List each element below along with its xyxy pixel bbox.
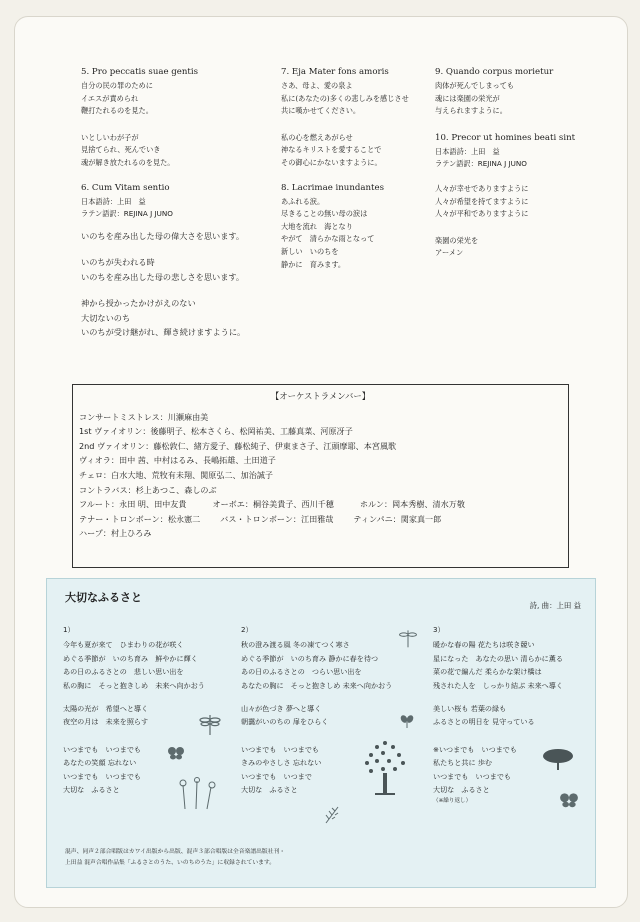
lyric-line: めぐる季節が いのち育み 鮮やかに輝く — [63, 653, 198, 663]
verse-block — [433, 638, 563, 692]
lyric-line: いつまでも いつまでも — [241, 744, 320, 754]
text-line: 人々が希望を持てますように — [435, 196, 529, 206]
lyric-line: 大切な ふるさと — [241, 785, 298, 795]
section-10-para-1 — [435, 183, 575, 221]
section-7-para-1 — [281, 80, 409, 118]
lyric-line: 大切な ふるさと — [63, 785, 120, 795]
lyric-line: 秋の澄み渡る風 冬の凍てつく寒さ — [241, 640, 350, 650]
harp-members: ハープ：村上ひろみ — [79, 528, 152, 539]
section-5-para-1 — [81, 80, 245, 118]
verse-block — [241, 638, 392, 692]
tree-icon — [359, 735, 411, 801]
text-line: いのちを産み出した母の偉大さを思います。 — [81, 230, 245, 241]
text-line: いのちを産み出した母の悲しさを思います。 — [81, 271, 245, 282]
verse-number: 1） — [63, 625, 75, 634]
text-line: 大切ないのち — [81, 312, 131, 323]
orchestra-list — [73, 410, 568, 541]
orchestra-line: コントラバス：杉上あつこ、森しのぶ — [79, 484, 217, 495]
text-line: 私に(あなたの)多くの悲しみを感じさせ — [281, 93, 409, 103]
orchestra-line-brass — [79, 512, 568, 527]
verse-number: 3） — [433, 625, 445, 634]
song-title: 大切なふるさと — [65, 591, 142, 604]
lyric-line: いつまでも いつまでも — [63, 771, 142, 781]
section-8-title: 8. Lacrimae inundantes — [281, 182, 384, 193]
lyric-line: 残された人を しっかり結ぶ 未来へ導く — [433, 680, 563, 690]
lyric-line: 菜の花で編んだ 柔らかな架け橋は — [433, 667, 542, 677]
lyric-line: きみのやさしさ 忘れない — [241, 758, 322, 768]
lyric-line: あの日のふるさとの つらい思い出を — [241, 667, 362, 677]
orchestra-members-box — [72, 384, 569, 568]
bass-trombone-members: バス・トロンボーン：江田雅哉 — [220, 513, 334, 524]
lyrics-column-2 — [281, 66, 409, 285]
repeat-note: （※繰り返し） — [433, 798, 472, 805]
section-8-para-1 — [281, 196, 409, 272]
lyric-line: 私の胸に そっと抱きしめ 未来へ向かおう — [63, 680, 205, 690]
text-line: さあ、母よ、愛の泉よ — [281, 81, 353, 90]
section-10-title: 10. Precor ut homines beati sint — [435, 132, 576, 143]
section-10-para-2 — [435, 235, 575, 260]
verse-number: 2） — [241, 625, 253, 634]
section-7-para-2 — [281, 132, 409, 170]
text-line: 魂が解き放たれるのを見た。 — [81, 157, 175, 167]
horn-members: ホルン：岡本秀樹、清水万敬 — [359, 499, 465, 510]
section-9-title: 9. Quando corpus morietur — [435, 67, 554, 77]
orchestra-line: コンサートミストレス：川瀬麻由美 — [79, 411, 209, 422]
lyric-line: 山々が色づき 夢へと導く — [241, 704, 322, 714]
footnote-line: 上田益 混声合唱作品集「ふるさとのうた、いのちのうた」に収録されています。 — [65, 859, 276, 866]
verse-block — [63, 638, 205, 692]
text-line: 日本語詩：上田 益 — [81, 196, 146, 206]
cherry-tree-icon — [541, 747, 575, 771]
lyric-line: ※いつまでも いつまでも — [433, 744, 517, 754]
verse-block — [433, 702, 563, 729]
lyric-line: 今年も夏が来て ひまわりの花が咲く — [63, 640, 184, 650]
footnote-line: 混声、同声２部合唱版はカワイ出版から出版、混声３部合唱版は全音楽譜出版社刊・ — [65, 849, 286, 855]
lyric-line: いつまでも いつまで — [241, 771, 312, 781]
lyric-line: 暖かな春の陽 花たちは咲き競い — [433, 640, 535, 650]
text-line: 見捨てられ、死んでいき — [81, 145, 161, 155]
section-6-para-1 — [81, 229, 245, 244]
dragonfly-icon — [197, 711, 223, 737]
song-lyrics-box — [46, 578, 596, 888]
song-footnote — [65, 847, 285, 868]
text-line: 与えられますように。 — [435, 106, 507, 116]
oboe-members: オーボエ：桐谷美貴子、西川千穂 — [212, 499, 334, 510]
lyric-line: いつまでも いつまでも — [63, 744, 142, 754]
lyric-line: 太陽の光が 希望へと導く — [63, 704, 149, 714]
text-line: いのちが受け継がれ、輝き続けますように。 — [81, 327, 246, 338]
text-line: いのちが失われる時 — [81, 257, 155, 268]
lyrics-column-3 — [435, 66, 575, 274]
lyric-line: 美しい桜も 若葉の緑も — [433, 704, 507, 714]
orchestra-line: 2nd ヴァイオリン：藤松敦仁、緒方愛子、藤松純子、伊東まさ子、江頭摩耶、本宮風歌 — [79, 440, 397, 451]
lyrics-column-1 — [81, 66, 245, 340]
text-line: 自分の民の罪のために — [81, 81, 153, 90]
section-6-para-2 — [81, 255, 245, 284]
text-line: 鞭打たれるのを見た。 — [81, 106, 153, 116]
verse-3 — [433, 623, 563, 806]
song-credit: 詩, 曲：上田 益 — [529, 601, 581, 610]
orchestra-line: 1st ヴァイオリン：後藤明子、松本さくら、松岡祐美、工藤真菜、河原冴子 — [79, 426, 353, 437]
dragonfly-icon — [397, 627, 419, 649]
feather-icon — [323, 805, 341, 825]
tenor-trombone-members: テナー・トロンボーン：松永憲二 — [79, 513, 201, 524]
lyric-line: 夜空の月は 未来を照らす — [63, 717, 149, 727]
text-line: 大地を流れ 海となり — [281, 221, 353, 231]
text-line: 人々が平和でありますように — [435, 209, 529, 219]
lyric-line: あなたの胸に そっと抱きしめ 未来へ向かおう — [241, 680, 393, 690]
text-line: 私の心を燃えあがらせ — [281, 132, 353, 142]
text-line: 肉体が死んでしまっても — [435, 81, 515, 90]
text-line: 神なるキリストを愛することで — [281, 145, 382, 155]
flute-members: フルート：永田 明、田中友貴 — [79, 499, 187, 510]
section-5-title: 5. Pro peccatis suae gentis — [81, 67, 199, 77]
butterfly-icon — [167, 745, 185, 761]
orchestra-line: ヴィオラ：田中 茜、中村はるみ、長嶋拓雄、土田道子 — [79, 455, 276, 466]
text-line: やがて 清らかな雨となって — [281, 234, 375, 244]
section-10-credits — [435, 146, 575, 171]
text-line: 神から授かったかけがえのない — [81, 298, 196, 309]
text-line: 共に嘆かせてください。 — [281, 106, 361, 116]
leaf-icon — [399, 713, 415, 729]
lyric-line: 朝靄がいのちの 扉をひらく — [241, 717, 329, 727]
text-line: 静かに 育みます。 — [281, 259, 346, 269]
text-line: あふれる涙。 — [281, 196, 325, 206]
section-6-para-3 — [81, 296, 245, 340]
text-line: イエスが責められ — [81, 93, 139, 103]
text-line: 日本語詩：上田 益 — [435, 146, 500, 156]
text-line: 尽きることの無い母の涙は — [281, 209, 368, 219]
section-6-credits — [81, 196, 245, 221]
verse-1 — [63, 623, 205, 796]
lyric-line: あの日のふるさとの 悲しい思い出を — [63, 667, 184, 677]
dandelion-icon — [175, 777, 221, 811]
timpani-members: ティンパニ：関家真一郎 — [353, 513, 442, 524]
section-6-title: 6. Cum Vitam sentio — [81, 182, 170, 193]
lyric-line: あなたの笑顔 忘れない — [63, 758, 137, 768]
lyric-line: いつまでも いつまでも — [433, 771, 512, 781]
lyric-line: 大切な ふるさと — [433, 785, 490, 795]
text-line: ラテン語訳：REJINA J JUNO — [435, 159, 527, 169]
text-line: アーメン — [435, 248, 464, 258]
text-line: いとしいわが子が — [81, 132, 139, 142]
text-line: ラテン語訳：REJINA J JUNO — [81, 209, 173, 219]
section-9-para-1 — [435, 80, 575, 118]
section-5-para-2 — [81, 132, 245, 170]
text-line: 楽園の栄光を — [435, 235, 479, 245]
lyric-line: めぐる季節が いのち育み 静かに春を待つ — [241, 653, 379, 663]
lyric-line: 星になった あなたの思い 清らかに薫る — [433, 653, 563, 663]
section-7-title: 7. Eja Mater fons amoris — [281, 67, 389, 77]
text-line: その御心にかないますように。 — [281, 157, 382, 167]
text-line: 新しい いのちを — [281, 246, 339, 256]
lyric-line: ふるさとの明日を 見守っている — [433, 717, 535, 727]
verse-block — [241, 702, 392, 729]
orchestra-line: チェロ：白水大地、荒牧有未翔、関原弘二、加治誠子 — [79, 469, 274, 480]
verse-block — [63, 702, 205, 729]
orchestra-line-winds — [79, 497, 568, 512]
text-line: 魂には楽園の栄光が — [435, 93, 500, 103]
lyric-line: 私たちと共に 歩む — [433, 758, 493, 768]
butterfly-icon — [559, 791, 579, 809]
text-line: 人々が幸せでありますように — [435, 183, 529, 193]
orchestra-title: 【オーケストラメンバー】 — [270, 391, 371, 401]
